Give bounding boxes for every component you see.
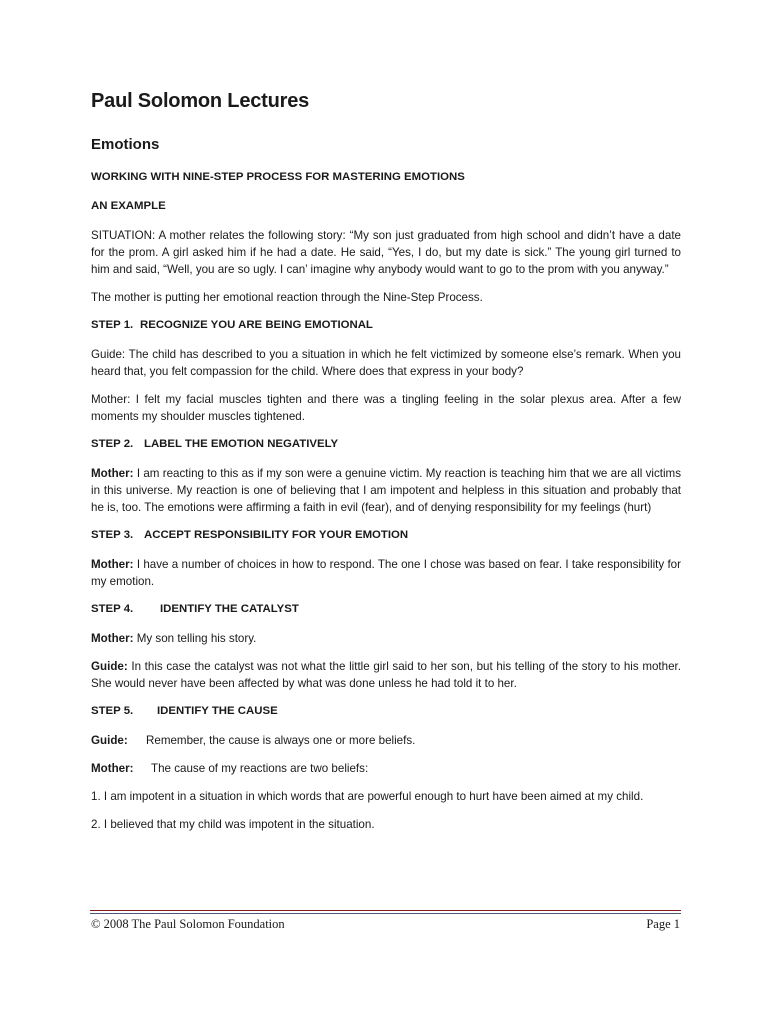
- step5-belief-1: 1. I am impotent in a situation in which words that are powerful enough to hurt have been aimed at my child.: [91, 790, 644, 803]
- document-title: Paul Solomon Lectures: [91, 90, 310, 112]
- step4-heading: [91, 601, 681, 618]
- step5-guide-label: Guide:: [91, 734, 128, 747]
- step4-number: STEP 4.: [91, 603, 134, 615]
- step4-guide-text: In this case the catalyst was not what the little girl said to her son, but his telling of the story to his mother. She would never have been affected by what was done unless he had told it to her.: [91, 660, 681, 690]
- step3-mother-label: Mother:: [91, 558, 134, 571]
- step4-mother-label: Mother:: [91, 632, 134, 645]
- step2-mother: [91, 465, 681, 516]
- step4-guide-label: Guide:: [91, 660, 128, 673]
- step1-title: RECOGNIZE YOU ARE BEING EMOTIONAL: [140, 319, 373, 331]
- step1-mother: Mother: I felt my facial muscles tighten and there was a tingling feeling in the solar plexus area. After a few moments my shoulder muscles tightened.: [91, 393, 681, 423]
- step3-mother-text: I have a number of choices in how to respond. The one I chose was based on fear. I take responsibility for my emotion.: [91, 558, 681, 588]
- document-body: [91, 169, 681, 844]
- step5-guide-text: Remember, the cause is always one or more beliefs.: [146, 734, 416, 747]
- step1-guide: Guide: The child has described to you a situation in which he felt victimized by someone else’s remark. When you heard that, you felt compassion for the child. Where does that express in your body?: [91, 348, 681, 378]
- step4-mother: [91, 630, 681, 647]
- step4-title: IDENTIFY THE CATALYST: [160, 603, 299, 615]
- step1-heading: [91, 317, 681, 334]
- step3-title: ACCEPT RESPONSIBILITY FOR YOUR EMOTION: [144, 529, 409, 541]
- step4-mother-text: My son telling his story.: [136, 632, 257, 645]
- step5-guide: [91, 732, 681, 749]
- step5-number: STEP 5.: [91, 705, 134, 717]
- situation-paragraph: SITUATION: A mother relates the following story: “My son just graduated from high school and didn’t have a date for the prom. A girl asked him if he had a date. He said, “Yes, I do, but my date is sick.” The young girl turned to him and said, “Well, you are so ugly. I can’ imagine why anybody would want to go to the prom with you anyway.”: [91, 229, 681, 276]
- step2-mother-text: I am reacting to this as if my son were a genuine victim. My reaction is teaching him that we are all victims in this universe. My reaction is one of believing that I am impotent and helpless in this situation and probably that he is, too. The emotions were affirming a faith in evil (fear), and of denying responsibility for my feelings (hurt): [91, 467, 681, 514]
- main-heading: WORKING WITH NINE-STEP PROCESS FOR MASTERING EMOTIONS: [91, 171, 465, 183]
- step2-heading: [91, 436, 681, 453]
- step3-heading: [91, 527, 681, 544]
- step4-guide: [91, 658, 681, 692]
- footer-divider: [90, 910, 681, 914]
- step2-number: STEP 2.: [91, 438, 134, 450]
- step2-mother-label: Mother:: [91, 467, 134, 480]
- step3-number: STEP 3.: [91, 529, 134, 541]
- step2-title: LABEL THE EMOTION NEGATIVELY: [144, 438, 339, 450]
- step1-number: STEP 1.: [91, 319, 134, 331]
- step5-mother-label: Mother:: [91, 762, 134, 775]
- step5-mother: [91, 760, 681, 777]
- intro-paragraph: The mother is putting her emotional reaction through the Nine-Step Process.: [91, 291, 483, 304]
- step3-mother: [91, 556, 681, 590]
- step5-belief-2: 2. I believed that my child was impotent in the situation.: [91, 818, 375, 831]
- step5-mother-text: The cause of my reactions are two beliefs:: [151, 762, 369, 775]
- footer-copyright: © 2008 The Paul Solomon Foundation: [91, 917, 285, 931]
- example-heading: AN EXAMPLE: [91, 200, 166, 212]
- section-title: Emotions: [91, 136, 160, 153]
- footer-page-number: Page 1: [646, 917, 680, 931]
- step5-heading: [91, 703, 681, 720]
- step5-title: IDENTIFY THE CAUSE: [157, 705, 278, 717]
